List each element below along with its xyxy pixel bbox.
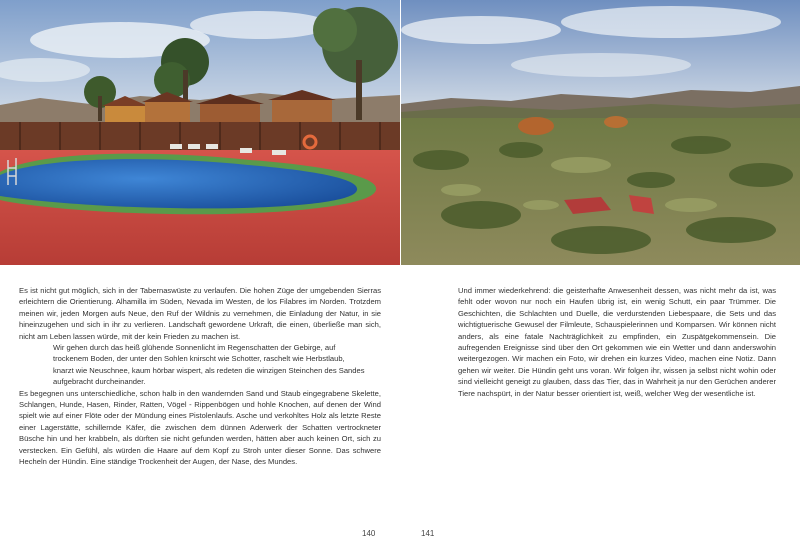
- paragraph: Es ist nicht gut möglich, sich in der Tabernaswüste zu verlaufen. Die hohen Züge der umgebenden Sierras erleichtern die Orientierung. Alhamilla im Süden, Nevada im Westen, de los Filabres im Norden. Trotzdem meinen wir, jeden Morgen aufs Neue, den Ruf der Wildnis zu vernehmen, die Einladung der Natur, in sie hineinzugehen und sich in ihr zu verlieren. Landschaft gewordene Urkraft, die einen, überließe man sich, nicht am Leben lassen würde, mit der kein Frieden zu machen ist.: [19, 286, 381, 341]
- page-number-left: 140: [362, 529, 376, 538]
- right-page-text: [458, 285, 776, 399]
- pool-photo: [0, 0, 400, 265]
- desert-photo: [401, 0, 800, 265]
- left-page-text: [19, 285, 381, 468]
- paragraph: Und immer wiederkehrend: die geisterhafte Anwesenheit dessen, was nicht mehr da ist, was fehlt oder wovon nur noch ein Haufen übrig ist, ein wenig Schutt, ein paar Trümmer. Die Geschichten, die Schlachten und Duelle, die verdurstenden Liebespaare, die Sets und das wichtigtuerische Gewusel der Filmleute, Schauspielerinnen und Komparsen. Wir können nicht anders, als eine fatale Nachträglichkeit zu empfinden, ein Zuspätgekommensein. Die aufregenden Ereignisse sind über den Ort gekommen wie ein Wetter und dann anderswohin weitergezogen. Wir machen ein Foto, wir drehen ein kurzes Video, machen eine Notiz. Dann gehen wir weiter. Die Hündin geht uns voran. Wir folgen ihr, wissen ja selbst nicht wohin oder sind vielleicht geneigt zu glauben, dass das Tier, das in Wahrheit ja nur den Gerüchen anderer Tiere nachspürt, in der Natur besser orientiert ist, weiß, welcher Weg der wesentliche ist.: [458, 286, 776, 398]
- paragraph: Es begegnen uns unterschiedliche, schon halb in den wandernden Sand und Staub eingegrabene Skelette, Schlangen, Hunde, Hasen, Rinder, Ratten, Vögel - Rippenbögen und hohle Knochen, auf denen der Wind spielt wie auf einer Flöte oder der Mündung eines Pistolenlaufs. Asche und verkohltes Holz als letzte Reste einer Lagerstätte, schillernde Käfer, die zwischen dem dünnen Aderwerk der Schatten vertrockneter Büsche hin und her krabbeln, als dürften sie nicht gefunden werden, hätten aber auch keinen Ort, sich zu verstecken. Ein Gefühl, als würden die Haare auf dem Kopf zu Stroh unter dieser Sonne. Das schwere Hecheln der Hündin. Eine ständige Trockenheit der Augen, der Nase, des Mundes.: [19, 388, 381, 467]
- indented-paragraph: Wir gehen durch das heiß glühende Sonnenlicht im Regenschatten der Gebirge, auf trockenem Boden, der unter den Sohlen knirscht wie Schotter, raschelt wie Herbstlaub, knarzt wie Neuschnee, kaum hörbar wispert, als redeten die winzigen Steinchen des Sandes aufgebracht durcheinander.: [53, 343, 365, 387]
- page-number-right: 141: [421, 529, 435, 538]
